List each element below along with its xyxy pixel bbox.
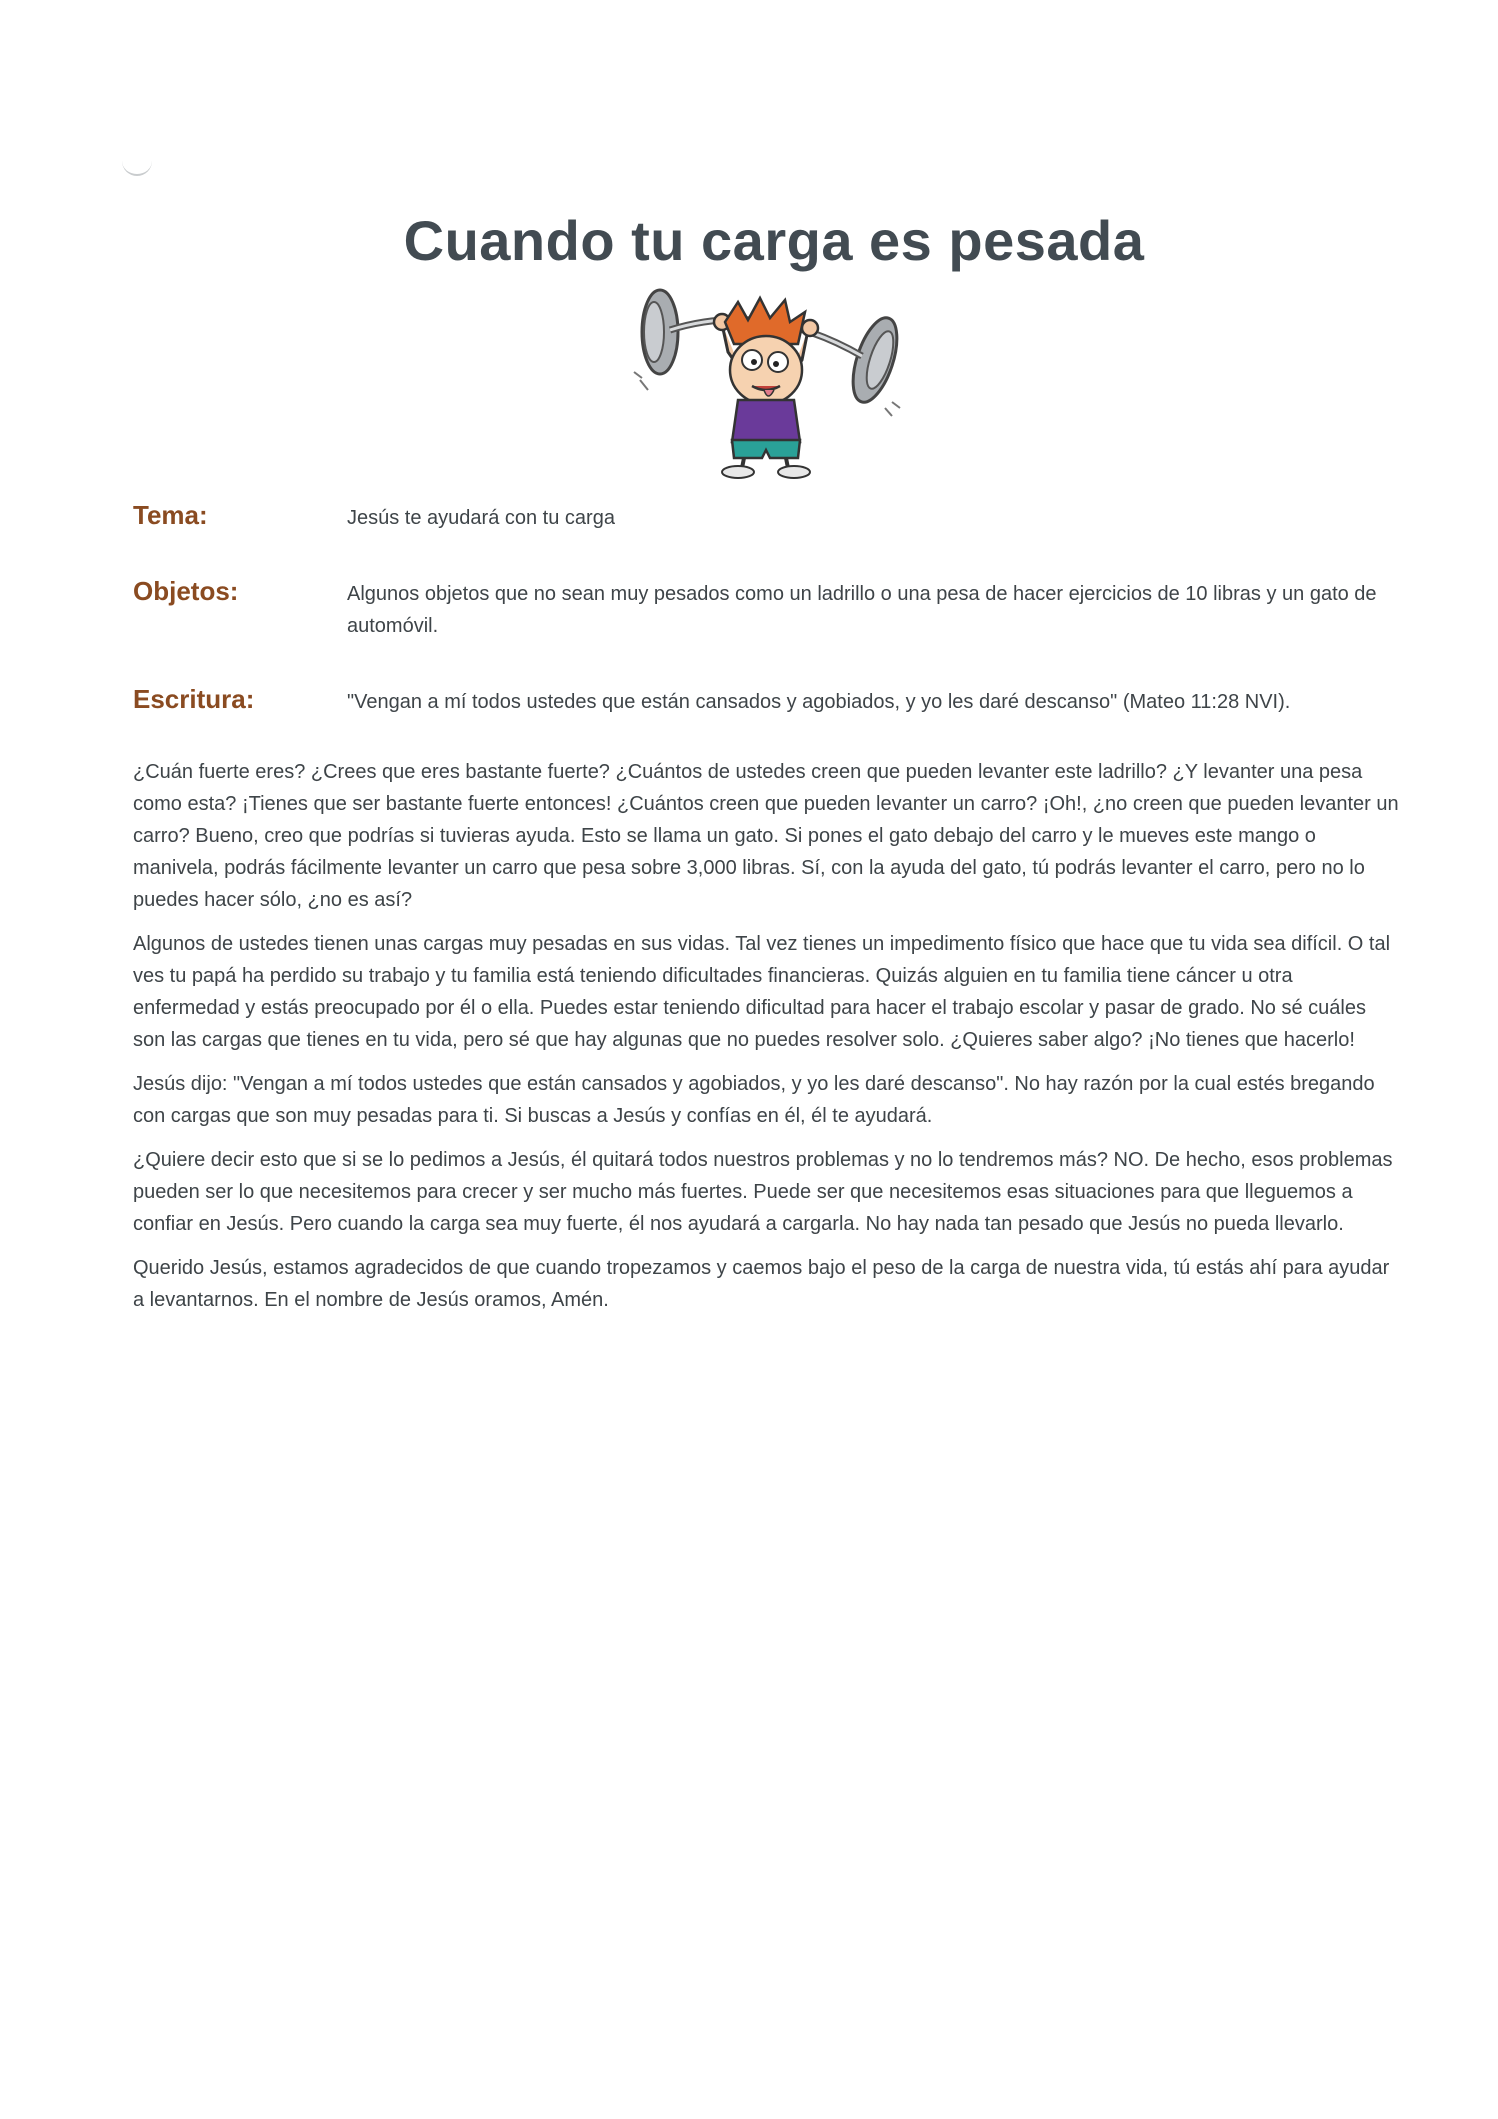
- paragraph: Querido Jesús, estamos agradecidos de que cuando tropezamos y caemos bajo el peso de la carga de nuestra vida, tú estás ahí para ayudar a levantarnos. En el nombre de Jesús oramos, Amén.: [133, 1257, 1390, 1311]
- tema-label: Tema:: [133, 500, 208, 530]
- paragraph: ¿Cuán fuerte eres? ¿Crees que eres bastante fuerte? ¿Cuántos de ustedes creen que pueden levanter este ladrillo? ¿Y levanter una pesa como esta? ¡Tienes que ser bastante fuerte entonces! ¿Cuántos creen que pueden levanter un carro? ¡Oh!, ¿no creen que pueden levanter un carro? Bueno, creo que podrías si tuvieras ayuda. Esto se llama un gato. Si pones el gato debajo del carro y le mueves este mango o manivela, podrás fácilmente levanter un carro que pesa sobre 3,000 libras. Sí, con la ayuda del gato, tú podrás levanter el carro, pero no lo puedes hacer sólo, ¿no es así?: [133, 761, 1399, 911]
- objetos-value: Algunos objetos que no sean muy pesados como un ladrillo o una pesa de hacer ejercicios de 10 libras y un gato de automóvil.: [347, 583, 1377, 637]
- paragraph: Algunos de ustedes tienen unas cargas muy pesadas en sus vidas. Tal vez tienes un impedimento físico que hace que tu vida sea difícil. O tal ves tu papá ha perdido su trabajo y tu familia está teniendo dificultades financieras. Quizás alguien en tu familia tiene cáncer u otra enfermedad y estás preocupado por él o ella. Puedes estar teniendo dificultad para hacer el trabajo escolar y pasar de grado. No sé cuáles son las cargas que tienes en tu vida, pero sé que hay algunas que no puedes resolver solo. ¿Quieres saber algo? ¡No tienes que hacerlo!: [133, 933, 1391, 1051]
- objetos-label: Objetos:: [133, 576, 239, 606]
- body-text: [133, 756, 1402, 1328]
- escritura-label: Escritura:: [133, 684, 255, 714]
- corner-mark: [122, 160, 152, 176]
- weightlifter-illustration: [630, 282, 905, 482]
- escritura-value: "Vengan a mí todos ustedes que están cansados y agobiados, y yo les daré descanso" (Mateo 11:28 NVI).: [347, 691, 1291, 713]
- paragraph: ¿Quiere decir esto que si se lo pedimos a Jesús, él quitará todos nuestros problemas y no lo tendremos más? NO. De hecho, esos problemas pueden ser lo que necesitemos para crecer y ser mucho más fuertes. Puede ser que necesitemos esas situaciones para que lleguemos a confiar en Jesús. Pero cuando la carga sea muy fuerte, él nos ayudará a cargarla. No hay nada tan pesado que Jesús no pueda llevarlo.: [133, 1149, 1393, 1235]
- tema-value: Jesús te ayudará con tu carga: [347, 507, 615, 529]
- paragraph: Jesús dijo: "Vengan a mí todos ustedes que están cansados y agobiados, y yo les daré descanso". No hay razón por la cual estés bregando con cargas que son muy pesadas para ti. Si buscas a Jesús y confías en él, él te ayudará.: [133, 1073, 1375, 1127]
- page-title: Cuando tu carga es pesada: [403, 209, 1145, 272]
